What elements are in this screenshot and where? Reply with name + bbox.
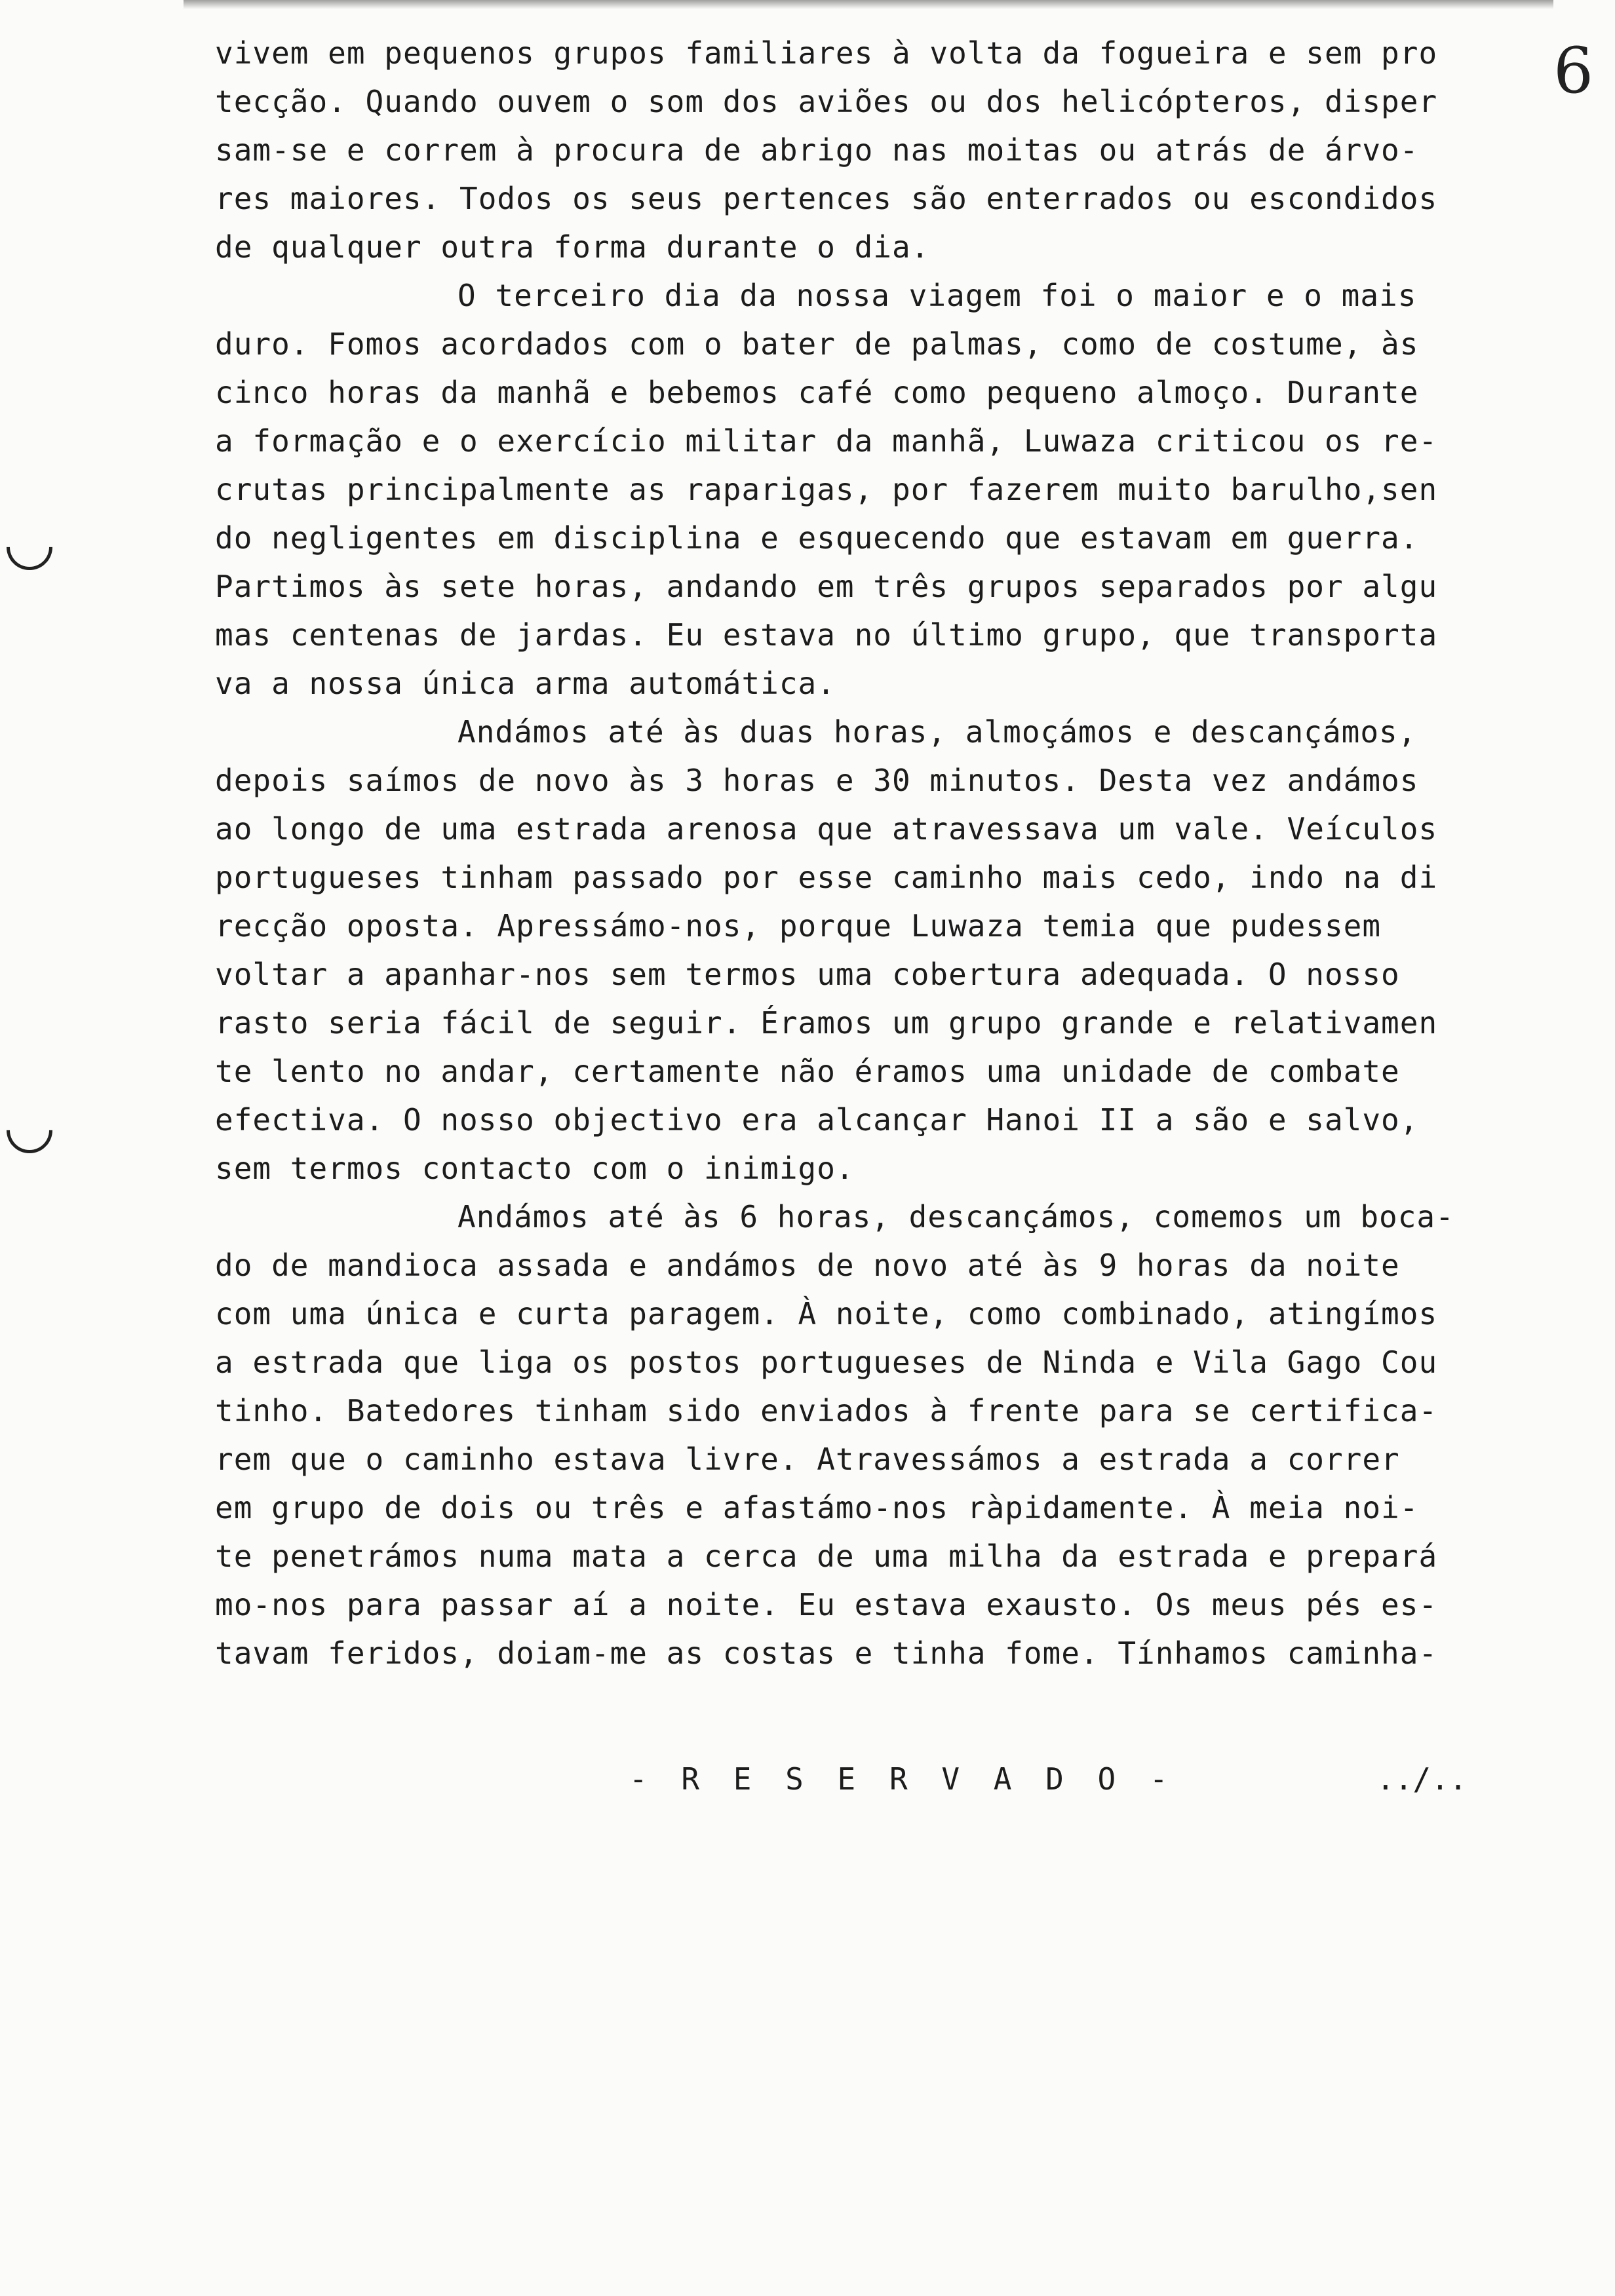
text-line: mo-nos para passar aí a noite. Eu estava exausto. Os meus pés es- — [215, 1587, 1438, 1622]
text-line: depois saímos de novo às 3 horas e 30 minutos. Desta vez andámos — [215, 763, 1419, 798]
text-line: voltar a apanhar-nos sem termos uma cobertura adequada. O nosso — [215, 957, 1400, 992]
text-line: a formação e o exercício militar da manhã, Luwaza criticou os re- — [215, 423, 1438, 459]
page-number: 6 — [1553, 34, 1594, 107]
text-line: com uma única e curta paragem. À noite, como combinado, atingímos — [215, 1296, 1438, 1331]
text-line: mas centenas de jardas. Eu estava no último grupo, que transporta — [215, 617, 1438, 653]
punch-hole-mark — [0, 1098, 62, 1163]
text-line: te penetrámos numa mata a cerca de uma milha da estrada e prepará — [215, 1539, 1438, 1574]
text-line: vivem em pequenos grupos familiares à volta da fogueira e sem pro — [215, 35, 1438, 71]
continuation-marker: ../.. — [1376, 1761, 1468, 1797]
text-line: Partimos às sete horas, andando em três grupos separados por algu — [215, 569, 1438, 604]
text-line: tecção. Quando ouvem o som dos aviões ou dos helicópteros, disper — [215, 84, 1438, 119]
scan-top-edge — [184, 0, 1553, 9]
text-line: do de mandioca assada e andámos de novo até às 9 horas da noite — [215, 1248, 1400, 1283]
text-line: rem que o caminho estava livre. Atravessámos a estrada a correr — [215, 1442, 1400, 1477]
text-line: sam-se e correm à procura de abrigo nas moitas ou atrás de árvo- — [215, 132, 1419, 168]
text-line: portugueses tinham passado por esse caminho mais cedo, indo na di — [215, 860, 1438, 895]
classification-footer: - R E S E R V A D O - — [629, 1761, 1176, 1797]
text-line: de qualquer outra forma durante o dia. — [215, 229, 930, 265]
text-line: va a nossa única arma automática. — [215, 666, 836, 701]
text-line: tavam feridos, doiam-me as costas e tinha fome. Tínhamos caminha- — [215, 1636, 1438, 1671]
text-line: duro. Fomos acordados com o bater de palmas, como de costume, às — [215, 326, 1419, 362]
text-line: res maiores. Todos os seus pertences são enterrados ou escondidos — [215, 181, 1438, 216]
body-text — [215, 29, 1526, 1677]
text-line: crutas principalmente as raparigas, por fazerem muito barulho,sen — [215, 472, 1438, 507]
text-line: recção oposta. Apressámo-nos, porque Luwaza temia que pudessem — [215, 908, 1382, 944]
text-line: cinco horas da manhã e bebemos café como pequeno almoço. Durante — [215, 375, 1419, 410]
text-line: rasto seria fácil de seguir. Éramos um grupo grande e relativamen — [215, 1005, 1438, 1041]
text-line: ao longo de uma estrada arenosa que atravessava um vale. Veículos — [215, 811, 1438, 847]
text-line: a estrada que liga os postos portugueses de Ninda e Vila Gago Cou — [215, 1345, 1438, 1380]
punch-hole-mark — [0, 515, 62, 580]
text-line: em grupo de dois ou três e afastámo-nos ràpidamente. À meia noi- — [215, 1490, 1419, 1525]
text-line: te lento no andar, certamente não éramos uma unidade de combate — [215, 1054, 1400, 1089]
text-line: efectiva. O nosso objectivo era alcançar Hanoi II a são e salvo, — [215, 1102, 1419, 1138]
text-line: O terceiro dia da nossa viagem foi o maior e o mais — [457, 278, 1417, 313]
text-line: tinho. Batedores tinham sido enviados à frente para se certifica- — [215, 1393, 1438, 1428]
text-line: Andámos até às 6 horas, descançámos, comemos um boca- — [457, 1199, 1454, 1234]
text-line: sem termos contacto com o inimigo. — [215, 1151, 855, 1186]
text-line: Andámos até às duas horas, almoçámos e descançámos, — [457, 714, 1417, 750]
text-line: do negligentes em disciplina e esquecendo que estavam em guerra. — [215, 520, 1419, 556]
